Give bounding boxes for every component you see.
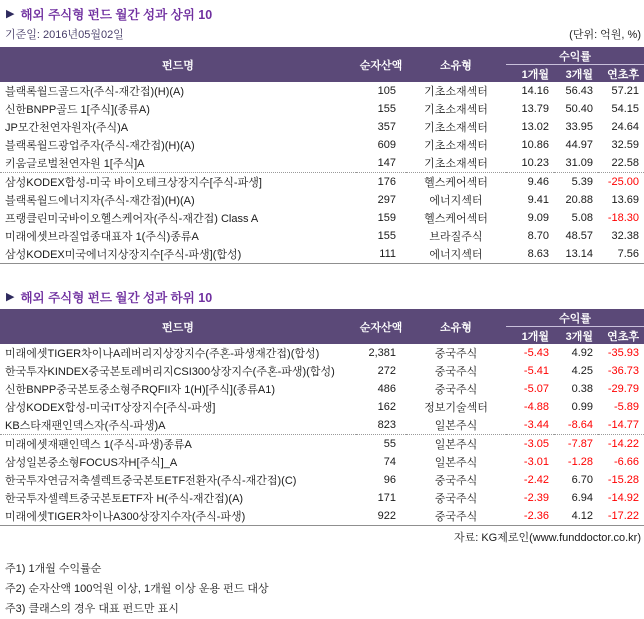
return-3m-cell: 20.88 — [565, 194, 593, 206]
return-3m-cell: 56.43 — [565, 85, 593, 97]
fund-row — [0, 209, 644, 227]
net-assets-cell: 105 — [377, 85, 396, 97]
col-header-ytd: 연초후 — [598, 65, 644, 83]
return-3m-cell: -7.87 — [567, 438, 593, 450]
fund-row — [0, 154, 644, 173]
fund-name-cell: 블랙록월드에너지자(주식-재간접)(H)(A) — [5, 195, 195, 207]
return-3m-cell: 5.08 — [571, 212, 593, 224]
fund-row — [0, 507, 644, 526]
return-ytd-cell: 13.69 — [611, 194, 640, 206]
return-3m-cell: -1.28 — [567, 456, 593, 468]
return-ytd-cell: -17.22 — [598, 507, 644, 526]
return-ytd-cell: 22.58 — [598, 154, 644, 173]
arrow-marker-icon: ▶ — [6, 7, 15, 20]
fund-row — [0, 453, 644, 471]
top10-table-header — [0, 47, 644, 82]
net-assets-cell: 171 — [377, 492, 396, 504]
return-3m-cell: 31.09 — [554, 154, 598, 173]
return-3m-cell: 50.40 — [565, 103, 593, 115]
fund-name-cell: 블랙록월드골드자(주식-재간접)(H)(A) — [5, 86, 185, 98]
net-assets-cell: 609 — [377, 139, 396, 151]
bottom10-table-header — [0, 309, 644, 344]
section-title-bottom10 — [0, 283, 644, 309]
return-3m-cell: 44.97 — [565, 139, 593, 151]
return-ytd-cell: 57.21 — [611, 85, 640, 97]
fund-type-cell: 기초소재섹터 — [424, 140, 488, 152]
footnote-2: 주2) 순자산액 100억원 이상, 1개월 이상 운용 펀드 대상 — [5, 583, 269, 595]
return-1m-cell: -5.43 — [523, 347, 549, 359]
fund-name-cell: 한국투자연금저축셀렉트중국본토ETF전환자(주식-재간접)(C) — [5, 475, 297, 487]
net-assets-cell: 176 — [377, 176, 396, 188]
fund-row — [0, 191, 644, 209]
return-ytd-cell: -36.73 — [607, 365, 640, 377]
return-1m-cell: -2.36 — [506, 507, 554, 526]
footnote-3: 주3) 클래스의 경우 대표 펀드만 표시 — [5, 603, 179, 615]
return-1m-cell: 9.41 — [527, 194, 549, 206]
section-title-top10 — [0, 0, 644, 24]
fund-name-cell: 삼성KODEX합성-미국 바이오테크상장지수[주식-파생] — [5, 177, 262, 189]
fund-name-cell: 삼성KODEX미국에너지상장지수[주식-파생](합성) — [0, 245, 356, 264]
fund-type-cell: 헬스케어섹터 — [424, 177, 488, 189]
fund-type-cell: 기초소재섹터 — [424, 104, 488, 116]
return-ytd-cell: -14.22 — [607, 438, 640, 450]
col-header-nav: 순자산액 — [356, 47, 406, 82]
fund-row — [0, 380, 644, 398]
fund-type-cell: 중국주식 — [434, 348, 478, 360]
footnotes — [0, 559, 644, 619]
fund-type-cell: 에너지섹터 — [429, 195, 483, 207]
return-ytd-cell: -15.28 — [607, 474, 640, 486]
fund-name-cell: 한국투자KINDEX중국본토레버리지CSI300상장지수(주혼-파생)(합성) — [5, 366, 335, 378]
bottom10-table — [0, 309, 644, 526]
fund-type-cell: 브라질주식 — [429, 231, 483, 243]
return-3m-cell: 6.94 — [571, 492, 593, 504]
fund-type-cell: 중국주식 — [434, 384, 478, 396]
return-ytd-cell: -5.89 — [613, 401, 640, 413]
return-ytd-cell: -35.93 — [607, 347, 640, 359]
col-header-1m: 1개월 — [506, 65, 554, 83]
fund-name-cell: 한국투자셀렉트중국본토ETF자 H(주식-재간접)(A) — [5, 493, 244, 505]
fund-row — [0, 344, 644, 362]
fund-name-cell: 미래에셋TIGER차이나A300상장지수자(주식-파생) — [0, 507, 356, 526]
return-3m-cell: 5.39 — [571, 176, 593, 188]
col-header-type: 소유형 — [406, 47, 506, 82]
fund-type-cell: 정보기술섹터 — [424, 402, 488, 414]
return-ytd-cell: 7.56 — [598, 245, 644, 264]
return-1m-cell: 13.02 — [521, 121, 549, 133]
fund-row — [0, 416, 644, 435]
return-3m-cell: 6.70 — [571, 474, 593, 486]
net-assets-cell: 297 — [377, 194, 396, 206]
fund-name-cell: 미래에셋TIGER차이나A레버리지상장지수(주혼-파생재간접)(합성) — [5, 348, 320, 360]
fund-row — [0, 398, 644, 416]
return-1m-cell: -2.42 — [523, 474, 549, 486]
return-ytd-cell: 24.64 — [611, 121, 640, 133]
return-ytd-cell: -6.66 — [613, 456, 640, 468]
fund-type-cell: 중국주식 — [434, 366, 478, 378]
footnote-1: 주1) 1개월 수익률순 — [5, 563, 102, 575]
return-ytd-cell: -18.30 — [607, 212, 640, 224]
col-header-nav: 순자산액 — [356, 309, 406, 344]
fund-type-cell: 기초소재섹터 — [406, 154, 506, 173]
return-1m-cell: -2.39 — [523, 492, 549, 504]
fund-name-cell: 블랙록월드광업주자(주식-재간접)(H)(A) — [5, 140, 195, 152]
return-1m-cell: -3.01 — [523, 456, 549, 468]
section-title-text: 해외 주식형 펀드 월간 성과 상위 10 — [20, 8, 213, 22]
fund-type-cell: 헬스케어섹터 — [424, 213, 488, 225]
fund-name-cell: 미래에셋재팬인덱스 1(주식-파생)종류A — [5, 439, 192, 451]
meta-row — [0, 24, 644, 47]
base-date-label: 기준일: 2016년05월02일 — [5, 29, 124, 41]
net-assets-cell: 486 — [377, 383, 396, 395]
return-ytd-cell: -14.77 — [598, 416, 644, 435]
fund-row — [0, 118, 644, 136]
return-1m-cell: 10.86 — [521, 139, 549, 151]
return-3m-cell: 48.57 — [565, 230, 593, 242]
col-header-returns: 수익률 — [506, 309, 644, 327]
return-3m-cell: -8.64 — [554, 416, 598, 435]
net-assets-cell: 2,381 — [368, 347, 396, 359]
col-header-type: 소유형 — [406, 309, 506, 344]
return-3m-cell: 4.92 — [571, 347, 593, 359]
net-assets-cell: 272 — [377, 365, 396, 377]
return-3m-cell: 13.14 — [554, 245, 598, 264]
fund-name-cell: 삼성KODEX합성-미국IT상장지수[주식-파생] — [5, 402, 216, 414]
fund-name-cell: 키움글로벌천연자원 1[주식]A — [0, 154, 356, 173]
col-header-3m: 3개월 — [554, 327, 598, 345]
fund-type-cell: 일본주식 — [406, 416, 506, 435]
fund-type-cell: 기초소재섹터 — [424, 86, 488, 98]
arrow-marker-icon: ▶ — [6, 290, 15, 303]
fund-row — [0, 227, 644, 245]
fund-type-cell: 에너지섹터 — [406, 245, 506, 264]
return-ytd-cell: 54.15 — [611, 103, 640, 115]
fund-row — [0, 362, 644, 380]
fund-row — [0, 173, 644, 192]
fund-name-cell: 삼성일본중소형FOCUS자H[주식]_A — [5, 457, 178, 469]
return-3m-cell: 0.99 — [571, 401, 593, 413]
return-1m-cell: -5.07 — [523, 383, 549, 395]
net-assets-cell: 357 — [377, 121, 396, 133]
fund-name-cell: 미래에셋브라질업종대표자 1(주식)종류A — [5, 231, 199, 243]
fund-name-cell: 신한BNPP중국본토중소형주RQFII자 1(H)[주식](종류A1) — [5, 384, 276, 396]
net-assets-cell: 155 — [377, 103, 396, 115]
return-1m-cell: -4.88 — [523, 401, 549, 413]
net-assets-cell: 162 — [377, 401, 396, 413]
return-1m-cell: 13.79 — [521, 103, 549, 115]
net-assets-cell: 922 — [356, 507, 406, 526]
fund-type-cell: 일본주식 — [434, 439, 478, 451]
return-1m-cell: -3.05 — [523, 438, 549, 450]
net-assets-cell: 74 — [383, 456, 396, 468]
return-3m-cell: 0.38 — [571, 383, 593, 395]
return-3m-cell: 33.95 — [565, 121, 593, 133]
return-1m-cell: 9.09 — [527, 212, 549, 224]
return-ytd-cell: -14.92 — [607, 492, 640, 504]
fund-name-cell: KB스타재팬인덱스자(주식-파생)A — [0, 416, 356, 435]
return-1m-cell: 14.16 — [521, 85, 549, 97]
net-assets-cell: 155 — [377, 230, 396, 242]
return-1m-cell: 8.70 — [527, 230, 549, 242]
top10-table — [0, 47, 644, 264]
fund-type-cell: 중국주식 — [406, 507, 506, 526]
col-header-fund: 펀드명 — [0, 47, 356, 82]
fund-type-cell: 중국주식 — [434, 493, 478, 505]
net-assets-cell: 96 — [383, 474, 396, 486]
net-assets-cell: 55 — [383, 438, 396, 450]
fund-type-cell: 기초소재섹터 — [424, 122, 488, 134]
col-header-fund: 펀드명 — [0, 309, 356, 344]
net-assets-cell: 159 — [377, 212, 396, 224]
fund-row — [0, 489, 644, 507]
return-ytd-cell: 32.59 — [611, 139, 640, 151]
fund-row — [0, 245, 644, 264]
net-assets-cell: 111 — [356, 245, 406, 264]
top10-table-body — [0, 82, 644, 264]
fund-row — [0, 471, 644, 489]
return-ytd-cell: -29.79 — [607, 383, 640, 395]
return-1m-cell: -5.41 — [523, 365, 549, 377]
col-header-ytd: 연초후 — [598, 327, 644, 345]
return-3m-cell: 4.12 — [554, 507, 598, 526]
fund-type-cell: 일본주식 — [434, 457, 478, 469]
return-1m-cell: 9.46 — [527, 176, 549, 188]
col-header-3m: 3개월 — [554, 65, 598, 83]
return-ytd-cell: 32.38 — [611, 230, 640, 242]
fund-name-cell: JP모간천연자원자(주식)A — [5, 122, 129, 134]
col-header-1m: 1개월 — [506, 327, 554, 345]
return-1m-cell: 8.63 — [506, 245, 554, 264]
section-title-text: 해외 주식형 펀드 월간 성과 하위 10 — [20, 291, 213, 305]
fund-type-cell: 중국주식 — [434, 475, 478, 487]
col-header-returns: 수익률 — [506, 47, 644, 65]
fund-name-cell: 프랭클린미국바이오헬스케어자(주식-재간접) Class A — [5, 213, 259, 225]
fund-name-cell: 신한BNPP골드 1[주식](종류A) — [5, 104, 150, 116]
return-1m-cell: -3.44 — [506, 416, 554, 435]
net-assets-cell: 147 — [356, 154, 406, 173]
bottom10-table-body — [0, 344, 644, 526]
return-ytd-cell: -25.00 — [607, 176, 640, 188]
fund-row — [0, 82, 644, 100]
fund-row — [0, 435, 644, 454]
return-3m-cell: 4.25 — [571, 365, 593, 377]
unit-note: (단위: 억원, %) — [569, 29, 641, 41]
return-1m-cell: 10.23 — [506, 154, 554, 173]
net-assets-cell: 823 — [356, 416, 406, 435]
fund-row — [0, 100, 644, 118]
fund-row — [0, 136, 644, 154]
data-source: 자료: KG제로인(www.funddoctor.co.kr) — [453, 532, 641, 544]
